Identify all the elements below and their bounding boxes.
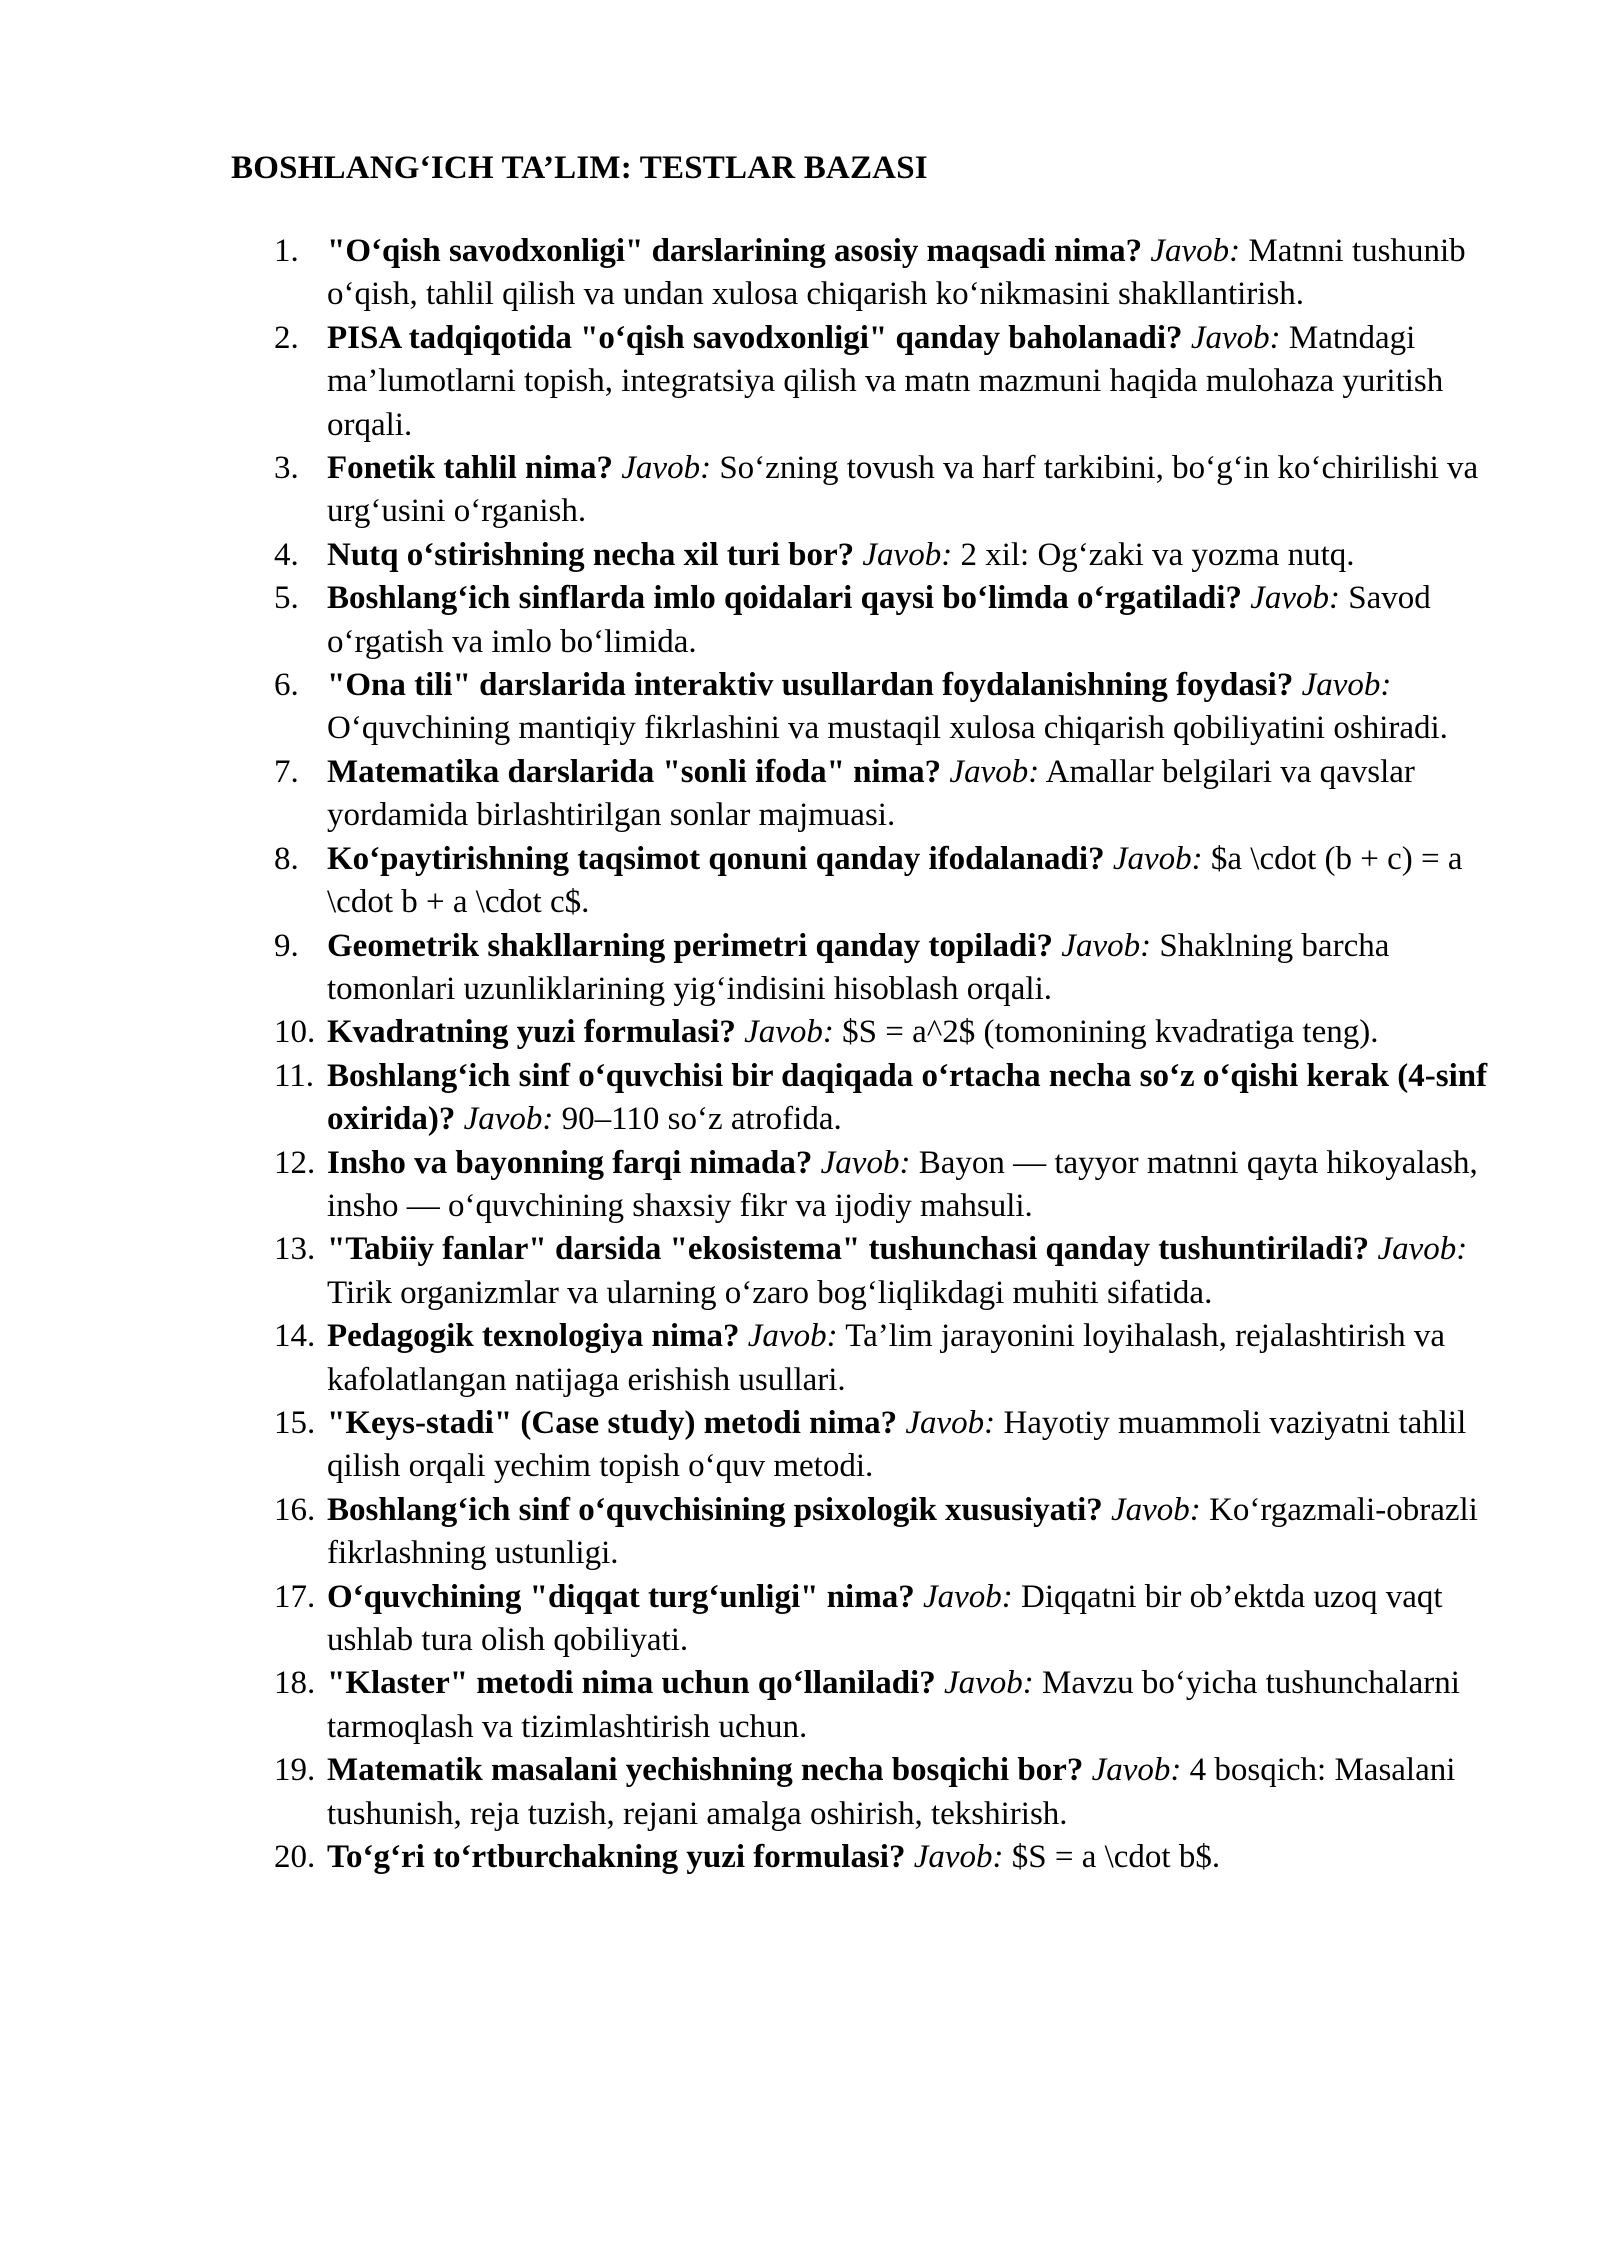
question-text: "O‘qish savodxonligi" darslarining asosiy maqsadi nima? <box>327 233 1143 269</box>
answer-text: Bayon — tayyor matnni qayta hikoyalash, insho — o‘quvchining shaxsiy fikr va ijodiy mahsuli. <box>327 1144 1478 1224</box>
answer-text: Hayotiy muammoli vaziyatni tahlil qilish orqali yechim topish o‘quv metodi. <box>327 1404 1467 1485</box>
question-number: 16. <box>274 1491 316 1528</box>
answer-label: Javob: <box>1061 927 1152 964</box>
question-text: Matematika darslarida "sonli ifoda" nima? <box>327 753 942 790</box>
question-item <box>0 751 1600 838</box>
question-item <box>0 447 1600 534</box>
question-number: 11. <box>274 1057 315 1094</box>
question-number: 10. <box>274 1014 316 1051</box>
question-number: 3. <box>274 450 299 487</box>
answer-label: Javob: <box>862 536 953 573</box>
document-title: BOSHLANG‘ICH TA’LIM: TESTLAR BAZASI <box>231 150 928 186</box>
question-item <box>0 1749 1600 1836</box>
question-text: Boshlang‘ich sinflarda imlo qoidalari qaysi bo‘limda o‘rgatiladi? <box>327 580 1242 617</box>
answer-label: Javob: <box>913 1839 1004 1876</box>
question-number: 8. <box>274 840 299 877</box>
answer-label: Javob: <box>905 1404 996 1441</box>
question-number: 6. <box>274 667 299 704</box>
question-text: Matematik masalani yechishning necha bosqichi bor? <box>327 1752 1084 1789</box>
question-text: "Tabiiy fanlar" darsida "ekosistema" tushunchasi qanday tushuntiriladi? <box>327 1231 1370 1268</box>
answer-label: Javob: <box>943 1665 1034 1702</box>
answer-text: O‘quvchining mantiqiy fikrlashini va mustaqil xulosa chiqarish qobiliyatini oshiradi. <box>327 710 1448 747</box>
answer-text: 2 xil: Og‘zaki va yozma nutq. <box>960 536 1355 573</box>
answer-label: Javob: <box>949 753 1040 790</box>
question-item <box>0 1402 1600 1489</box>
question-text: "Ona tili" darslarida interaktiv usullardan foydalanishning foydasi? <box>327 667 1294 704</box>
answer-label: Javob: <box>1250 580 1341 617</box>
question-item <box>0 1489 1600 1576</box>
question-number: 9. <box>274 927 299 964</box>
question-text: Geometrik shakllarning perimetri qanday topiladi? <box>327 927 1054 964</box>
question-number: 4. <box>274 536 299 573</box>
answer-text: So‘zning tovush va harf tarkibini, bo‘g‘in ko‘chirilishi va urg‘usini o‘rganish. <box>327 450 1479 530</box>
question-text: Boshlang‘ich sinf o‘quvchisining psixologik xususiyati? <box>327 1491 1103 1528</box>
answer-text: Ko‘rgazmali-obrazli fikrlashning ustunligi. <box>327 1491 1478 1572</box>
answer-label: Javob: <box>1111 1491 1201 1528</box>
question-text: Pedagogik texnologiya nima? <box>327 1318 740 1355</box>
answer-label: Javob: <box>744 1014 834 1051</box>
question-text: Kvadratning yuzi formulasi? <box>327 1014 736 1051</box>
answer-text: Diqqatni bir ob’ektda uzoq vaqt ushlab tura olish qobiliyati. <box>327 1578 1443 1658</box>
answer-label: Javob: <box>1301 667 1392 704</box>
answer-text: Ta’lim jarayonini loyihalash, rejalashtirish va kafolatlangan natijaga erishish usullari. <box>327 1318 1446 1398</box>
answer-text: Matndagi ma’lumotlarni topish, integratsiya qilish va matn mazmuni haqida mulohaza yuritish orqali. <box>327 319 1444 443</box>
answer-text: 90–110 so‘z atrofida. <box>561 1101 842 1138</box>
question-item <box>0 1142 1600 1229</box>
answer-text: 4 bosqich: Masalani tushunish, reja tuzish, rejani amalga oshirish, tekshirish. <box>327 1752 1456 1832</box>
question-number: 19. <box>274 1752 316 1789</box>
answer-text: $S = a^2$ (tomonining kvadratiga teng). <box>842 1014 1379 1051</box>
question-number: 17. <box>274 1578 316 1615</box>
answer-label: Javob: <box>747 1318 838 1355</box>
answer-label: Javob: <box>621 450 712 487</box>
question-text: PISA tadqiqotida "o‘qish savodxonligi" qanday baholanadi? <box>327 319 1183 356</box>
answer-label: Javob: <box>1190 319 1281 356</box>
answer-text: Amallar belgilari va qavslar yordamida birlashtirilgan sonlar majmuasi. <box>327 753 1415 834</box>
answer-label: Javob: <box>1377 1231 1468 1268</box>
answer-text: Savod o‘rgatish va imlo bo‘limida. <box>327 580 1431 660</box>
question-number: 18. <box>274 1665 316 1702</box>
question-item <box>0 1315 1600 1402</box>
answer-label: Javob: <box>1091 1752 1182 1789</box>
question-item <box>0 838 1600 925</box>
question-item <box>0 1011 1600 1054</box>
question-number: 13. <box>274 1231 316 1268</box>
question-text: Nutq o‘stirishning necha xil turi bor? <box>327 536 855 573</box>
question-text: "Keys-stadi" (Case study) metodi nima? <box>327 1404 898 1441</box>
question-item <box>0 664 1600 751</box>
question-item <box>0 1055 1600 1142</box>
question-number: 15. <box>274 1404 316 1441</box>
answer-text: Shaklning barcha tomonlari uzunliklarining yig‘indisini hisoblash orqali. <box>327 927 1390 1007</box>
question-number: 20. <box>274 1839 316 1876</box>
answer-text: $a \cdot (b + c) = a \cdot b + a \cdot c$. <box>327 840 1463 921</box>
answer-label: Javob: <box>922 1578 1013 1615</box>
question-item <box>0 534 1600 577</box>
question-list <box>0 230 1600 1879</box>
answer-text: Mavzu bo‘yicha tushunchalarni tarmoqlash va tizimlashtirish uchun. <box>327 1665 1460 1745</box>
answer-label: Javob: <box>1112 840 1203 877</box>
answer-text: $S = a \cdot b$. <box>1011 1839 1221 1876</box>
question-number: 5. <box>274 580 299 617</box>
question-item <box>0 317 1600 447</box>
answer-label: Javob: <box>463 1101 554 1138</box>
question-number: 7. <box>274 753 299 790</box>
question-text: "Klaster" metodi nima uchun qo‘llaniladi? <box>327 1665 936 1702</box>
question-text: Ko‘paytirishning taqsimot qonuni qanday ifodalanadi? <box>327 840 1105 877</box>
question-item <box>0 1836 1600 1879</box>
question-item <box>0 925 1600 1012</box>
question-item <box>0 1662 1600 1749</box>
answer-text: Tirik organizmlar va ularning o‘zaro bog‘liqlikdagi muhiti sifatida. <box>327 1274 1213 1311</box>
question-text: Fonetik tahlil nima? <box>327 450 614 487</box>
question-text: To‘g‘ri to‘rtburchakning yuzi formulasi? <box>327 1839 906 1876</box>
answer-text: Matnni tushunib o‘qish, tahlil qilish va undan xulosa chiqarish ko‘nikmasini shakllantirish. <box>327 233 1466 313</box>
question-text: Boshlang‘ich sinf o‘quvchisi bir daqiqada o‘rtacha necha so‘z o‘qishi kerak (4-sinf oxirida)? <box>327 1057 1488 1138</box>
question-number: 2. <box>274 319 299 356</box>
answer-label: Javob: <box>820 1144 911 1181</box>
question-text: O‘quvchining "diqqat turg‘unligi" nima? <box>327 1578 915 1615</box>
question-item <box>0 1228 1600 1315</box>
question-item <box>0 1576 1600 1663</box>
question-number: 12. <box>274 1144 316 1181</box>
question-number: 14. <box>274 1318 316 1355</box>
answer-label: Javob: <box>1150 233 1241 269</box>
question-item <box>0 230 1600 317</box>
question-item <box>0 577 1600 664</box>
question-text: Insho va bayonning farqi nimada? <box>327 1144 813 1181</box>
question-number: 1. <box>274 233 299 269</box>
